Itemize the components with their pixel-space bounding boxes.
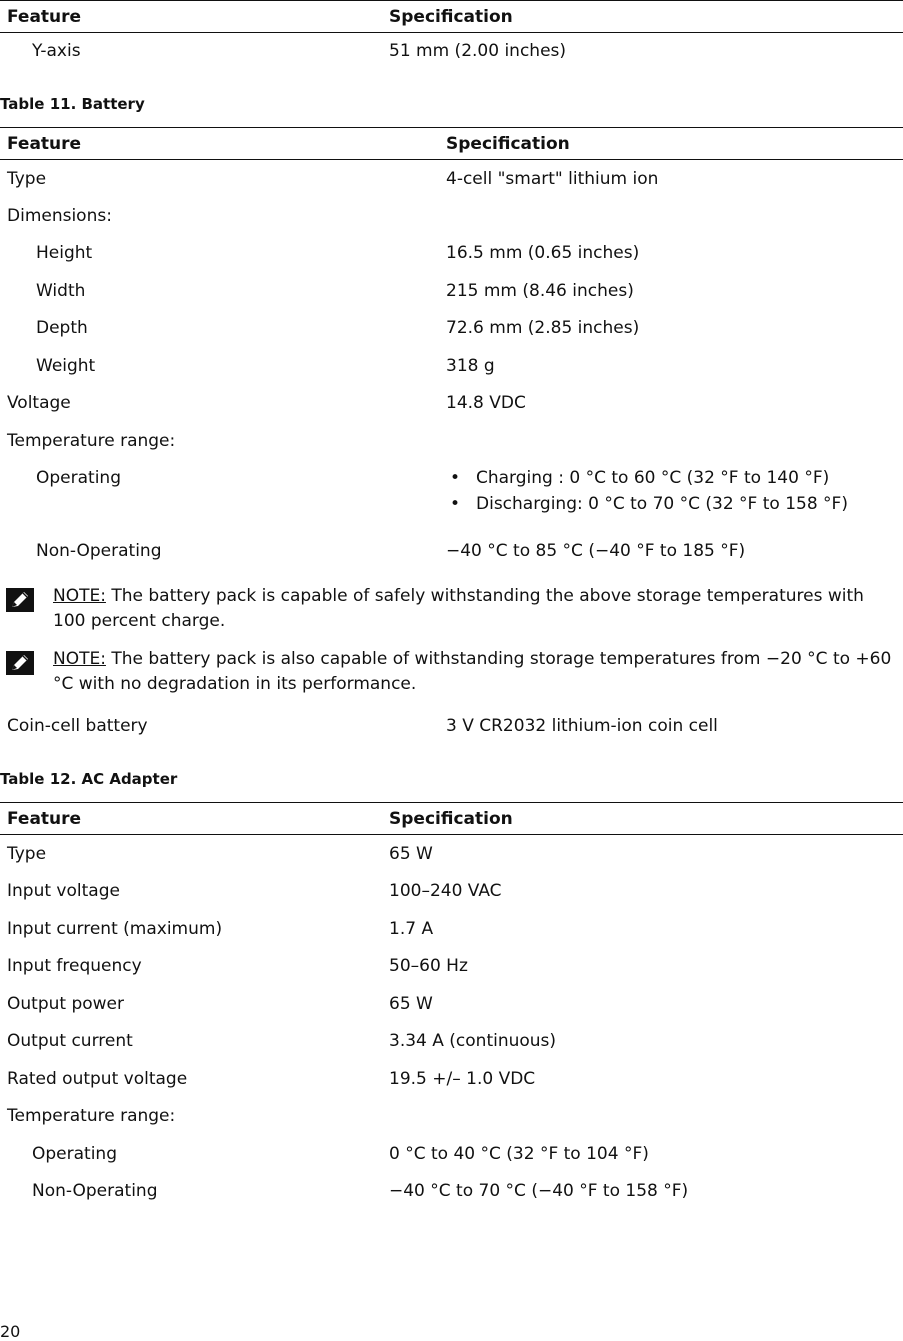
table-caption: Table 11. Battery <box>0 95 145 113</box>
table-row <box>0 956 903 982</box>
table-header <box>0 0 903 33</box>
row-spec: 50–60 Hz <box>389 956 468 976</box>
row-feature: Weight <box>36 356 96 376</box>
header-specification: Specification <box>389 7 513 27</box>
row-feature: Input frequency <box>7 956 142 976</box>
note-label: NOTE: <box>53 586 106 606</box>
row-spec: 0 °C to 40 °C (32 °F to 104 °F) <box>389 1144 649 1164</box>
table-row <box>0 243 903 269</box>
row-feature: Height <box>36 243 93 263</box>
row-feature: Y-axis <box>32 41 81 61</box>
header-specification: Specification <box>446 134 570 154</box>
row-spec: 65 W <box>389 844 433 864</box>
note-label: NOTE: <box>53 649 106 669</box>
table-row <box>0 318 903 344</box>
row-spec: 51 mm (2.00 inches) <box>389 41 567 61</box>
bullet-list <box>446 468 848 520</box>
row-feature: Type <box>7 169 47 189</box>
table-row <box>0 844 903 870</box>
row-feature: Operating <box>32 1144 117 1164</box>
row-feature: Type <box>7 844 47 864</box>
table-row <box>0 994 903 1020</box>
row-feature: Depth <box>36 318 88 338</box>
row-feature: Coin-cell battery <box>7 716 148 736</box>
table-caption: Table 12. AC Adapter <box>0 770 178 788</box>
page-number: 20 <box>0 1322 21 1341</box>
note-callout <box>6 584 896 636</box>
row-spec: 14.8 VDC <box>446 393 526 413</box>
row-spec: −40 °C to 85 °C (−40 °F to 185 °F) <box>446 541 746 561</box>
row-spec: 65 W <box>389 994 433 1014</box>
list-item: • Discharging: 0 °C to 70 °C (32 °F to 158 °F) <box>446 494 848 520</box>
header-feature: Feature <box>7 134 82 154</box>
row-feature: Non-Operating <box>32 1181 158 1201</box>
table-row <box>0 169 903 195</box>
row-feature: Output power <box>7 994 124 1014</box>
note-body: The battery pack is also capable of withstanding storage temperatures from −20 °C to +60 °C with no degradation in its performance. <box>53 649 892 694</box>
table-row <box>0 356 903 382</box>
header-feature: Feature <box>7 7 82 27</box>
row-feature: Width <box>36 281 86 301</box>
table-row <box>0 41 903 67</box>
row-spec: 19.5 +/– 1.0 VDC <box>389 1069 536 1089</box>
table-row <box>0 281 903 307</box>
table-row <box>0 431 903 457</box>
note-body: The battery pack is capable of safely withstanding the above storage temperatures with 100 percent charge. <box>53 586 864 631</box>
note-text <box>53 584 896 634</box>
table-row <box>0 1031 903 1057</box>
row-feature: Operating <box>36 468 121 488</box>
row-spec: −40 °C to 70 °C (−40 °F to 158 °F) <box>389 1181 689 1201</box>
table-row <box>0 1069 903 1095</box>
note-callout <box>6 647 896 699</box>
table-header <box>0 127 903 160</box>
row-spec: 3.34 A (continuous) <box>389 1031 557 1051</box>
row-spec: 3 V CR2032 lithium-ion coin cell <box>446 716 718 736</box>
table-row <box>0 541 903 567</box>
row-spec: 4-cell "smart" lithium ion <box>446 169 659 189</box>
row-feature: Non-Operating <box>36 541 162 561</box>
row-spec: 16.5 mm (0.65 inches) <box>446 243 640 263</box>
row-feature: Rated output voltage <box>7 1069 188 1089</box>
list-item: • Charging : 0 °C to 60 °C (32 °F to 140 °F) <box>446 468 848 494</box>
row-feature: Voltage <box>7 393 71 413</box>
table-row <box>0 919 903 945</box>
table-row <box>0 1106 903 1132</box>
row-spec: 215 mm (8.46 inches) <box>446 281 634 301</box>
table-row <box>0 393 903 419</box>
table-row <box>0 206 903 232</box>
header-feature: Feature <box>7 809 82 829</box>
row-group-label: Temperature range: <box>7 431 176 451</box>
table-row <box>0 1144 903 1170</box>
table-row <box>0 881 903 907</box>
table-row <box>0 716 903 742</box>
table-row <box>0 1181 903 1207</box>
pencil-note-icon <box>6 651 34 675</box>
pencil-note-icon <box>6 588 34 612</box>
table-header <box>0 802 903 835</box>
row-spec: 100–240 VAC <box>389 881 502 901</box>
row-feature: Output current <box>7 1031 133 1051</box>
row-spec: 72.6 mm (2.85 inches) <box>446 318 640 338</box>
row-group-label: Dimensions: <box>7 206 112 226</box>
row-feature: Input current (maximum) <box>7 919 223 939</box>
row-group-label: Temperature range: <box>7 1106 176 1126</box>
header-specification: Specification <box>389 809 513 829</box>
note-text <box>53 647 896 697</box>
row-spec: 318 g <box>446 356 495 376</box>
row-spec: 1.7 A <box>389 919 434 939</box>
row-feature: Input voltage <box>7 881 120 901</box>
